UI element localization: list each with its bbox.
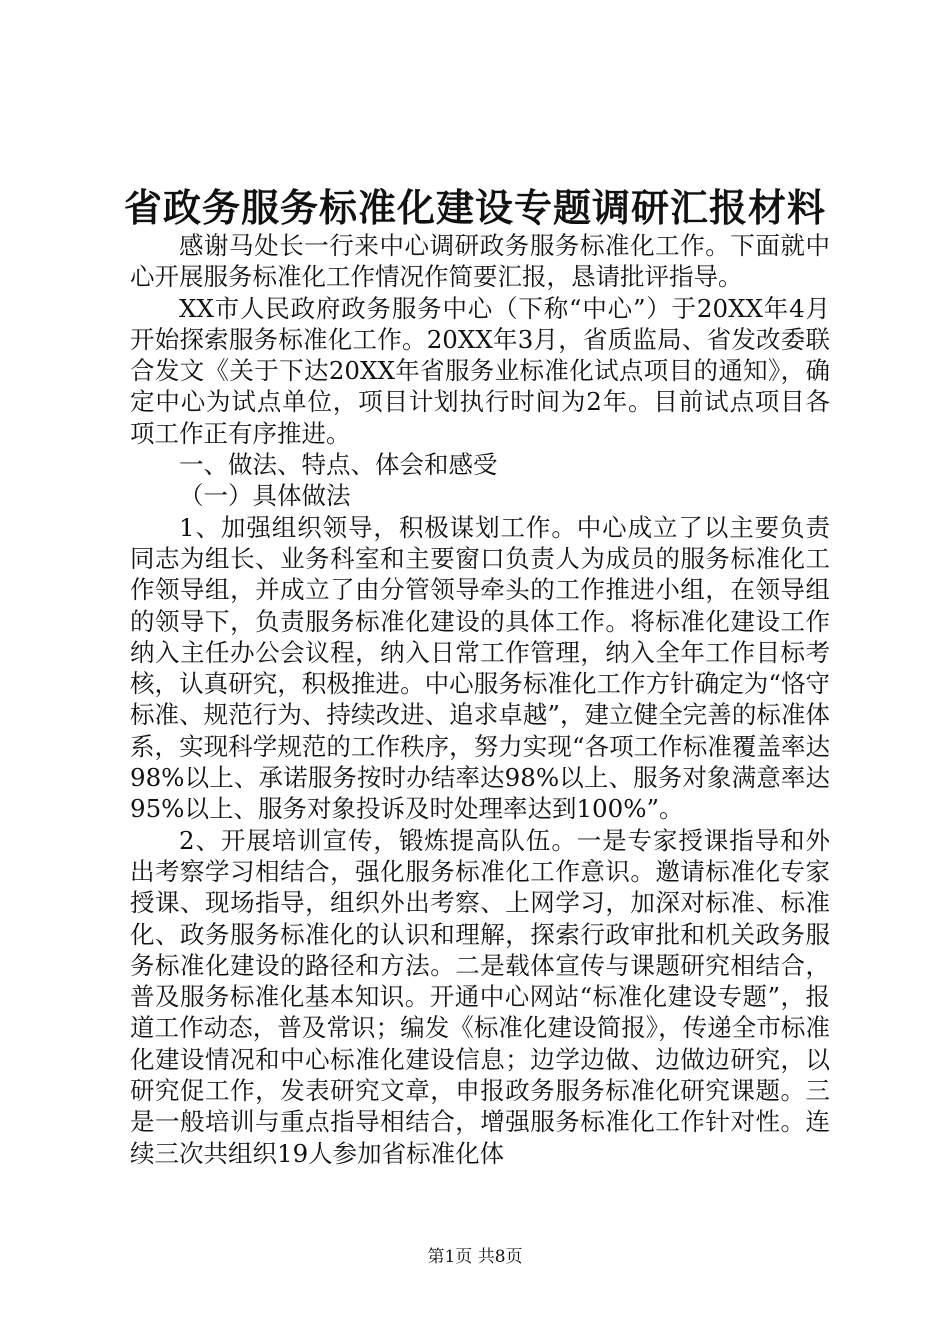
page-footer: 第1页 共8页: [427, 1247, 523, 1267]
section-heading-1: 一、做法、特点、体会和感受: [179, 450, 498, 480]
paragraph-background: XX市人民政府政务服务中心（下称“中心”）于20XX年4月开始探索服务标准化工作。20XX年3月，省质监局、省发改委联合发文《关于下达20XX年省服务业标准化试点项目的通知》，确定中心为试点单位，项目计划执行时间为2年。目前试点项目各项工作正有序推进。: [130, 293, 830, 448]
paragraph-intro: 感谢马处长一行来中心调研政务服务标准化工作。下面就中心开展服务标准化工作情况作简要汇报，恳请批评指导。: [130, 231, 830, 292]
document-title: 省政务服务标准化建设专题调研汇报材料: [123, 185, 826, 230]
subsection-heading-1: （一）具体做法: [179, 481, 351, 511]
paragraph-item-2: 2、开展培训宣传，锻炼提高队伍。一是专家授课指导和外出考察学习相结合，强化服务标准化工作意识。邀请标准化专家授课、现场指导，组织外出考察、上网学习，加深对标准、标准化、政务服务标准化的认识和理解，探索行政审批和机关政务服务标准化建设的路径和方法。二是载体宣传与课题研究相结合，普及服务标准化基本知识。开通中心网站“标准化建设专题”，报道工作动态，普及常识；编发《标准化建设简报》，传递全市标准化建设情况和中心标准化建设信息；边学边做、边做边研究，以研究促工作，发表研究文章，申报政务服务标准化研究课题。三是一般培训与重点指导相结合，增强服务标准化工作针对性。连续三次共组织19人参加省标准化体: [130, 825, 830, 1168]
document-body: [130, 230, 830, 1169]
paragraph-item-1: 1、加强组织领导，积极谋划工作。中心成立了以主要负责同志为组长、业务科室和主要窗口负责人为成员的服务标准化工作领导组，并成立了由分管领导牵头的工作推进小组，在领导组的领导下，负责服务标准化建设的具体工作。将标准化建设工作纳入主任办公会议程，纳入日常工作管理，纳入全年工作目标考核，认真研究，积极推进。中心服务标准化工作方针确定为“恪守标准、规范行为、持续改进、追求卓越”，建立健全完善的标准体系，实现科学规范的工作秩序，努力实现“各项工作标准覆盖率达98%以上、承诺服务按时办结率达98%以上、服务对象满意率达95%以上、服务对象投诉及时处理率达到100%”。: [130, 512, 830, 824]
